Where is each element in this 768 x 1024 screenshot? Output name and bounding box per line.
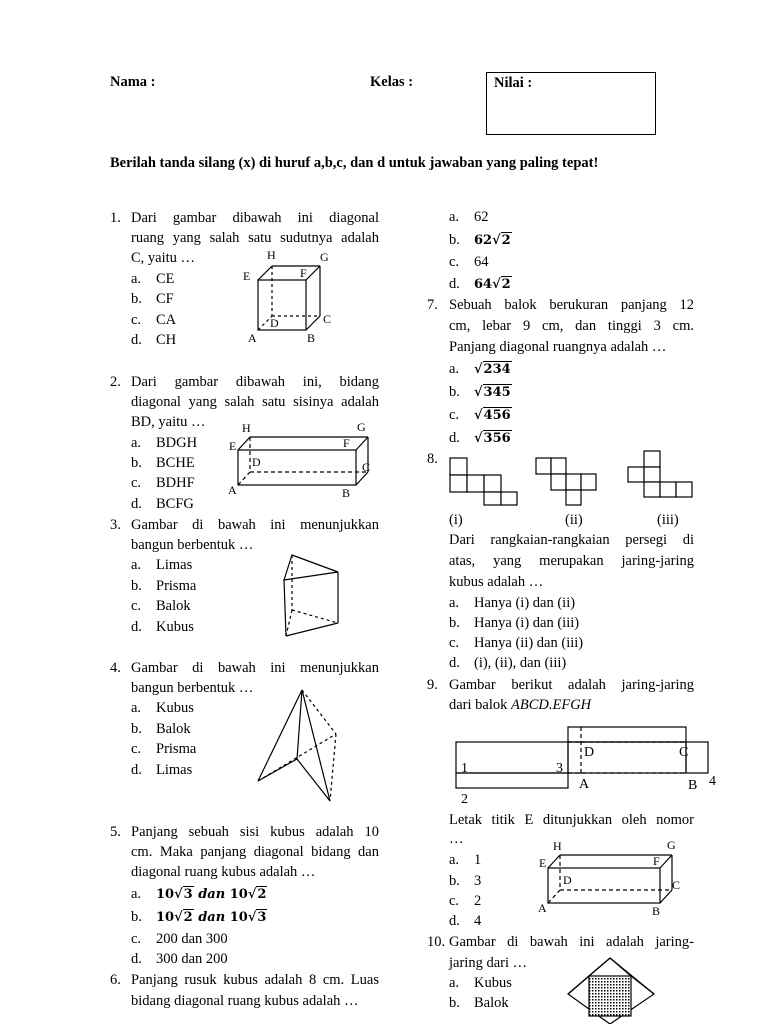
option-d[interactable] <box>131 760 192 780</box>
radicand: 2 <box>257 887 267 902</box>
option-b[interactable]: b. 62√2 <box>449 232 511 248</box>
net-label-2: 2 <box>461 792 468 807</box>
option-b[interactable] <box>131 576 196 596</box>
cuboid-figure <box>226 420 376 500</box>
connector: dan <box>198 910 226 925</box>
question-text: Letak titik E ditunjukkan oleh nomor <box>449 812 694 828</box>
vertex-b: B <box>342 486 351 500</box>
vertex-b: B <box>307 331 316 345</box>
vertex-e: E <box>243 269 251 283</box>
option-text: Prisma <box>156 741 197 757</box>
coefficient: 64 <box>474 277 493 292</box>
vertex-c: C <box>323 312 332 326</box>
option-letter: b. <box>131 909 142 925</box>
option-text: Kubus <box>474 975 512 991</box>
net-label-1: 1 <box>461 761 468 776</box>
option-text: 200 dan 300 <box>156 931 228 947</box>
option-text: 300 dan 200 <box>156 951 228 967</box>
option-d[interactable] <box>131 330 176 350</box>
question-number: 9. <box>427 677 438 693</box>
vertex-c: C <box>362 460 371 474</box>
option-a[interactable] <box>449 207 489 227</box>
option-text: Balok <box>156 721 191 737</box>
vertex-g: G <box>357 420 366 434</box>
question-number: 10. <box>427 934 446 950</box>
question-text: Dari gambar dibawah ini diagonal <box>131 210 379 226</box>
option-text: 62 <box>474 209 489 225</box>
option-c[interactable]: c. √456 <box>449 407 511 423</box>
option-letter: a. <box>449 975 460 991</box>
option-letter: c. <box>131 475 142 491</box>
option-b[interactable] <box>449 613 579 633</box>
vertex-b: B <box>652 904 661 918</box>
option-text: 3 <box>474 873 482 889</box>
option-letter: c. <box>131 312 142 328</box>
pyramid-net-figure <box>562 954 672 1024</box>
option-letter: b. <box>449 384 460 400</box>
option-letter: a. <box>449 209 460 225</box>
vertex-h: H <box>553 839 562 853</box>
net-label-a: A <box>579 777 590 792</box>
vertex-a: A <box>248 331 257 345</box>
option-text: Kubus <box>156 700 194 716</box>
option-c[interactable] <box>449 633 583 653</box>
option-b[interactable] <box>449 871 481 891</box>
question-text: Dari rangkaian-rangkaian persegi di <box>449 532 694 548</box>
option-letter: d. <box>449 430 460 446</box>
option-text: Limas <box>156 762 193 778</box>
cube-figure <box>240 248 340 348</box>
option-a[interactable] <box>131 269 175 289</box>
option-d[interactable]: d. 64√2 <box>449 276 511 292</box>
question-text: Panjang sebuah sisi kubus adalah 10 <box>131 824 379 840</box>
vertex-f: F <box>343 436 350 450</box>
option-letter: a. <box>131 886 142 902</box>
radicand: 2 <box>501 277 511 292</box>
radicand: 456 <box>483 408 511 423</box>
question-text: Panjang diagonal ruangnya adalah … <box>449 339 667 355</box>
question-text: kubus adalah … <box>449 574 544 590</box>
coefficient: 10 <box>229 910 248 925</box>
question-text: diagonal ruang kubus adalah … <box>131 864 316 880</box>
option-letter: b. <box>131 291 142 307</box>
option-text: BCFG <box>156 496 194 512</box>
option-text: BDGH <box>156 435 198 451</box>
option-c[interactable] <box>449 891 481 911</box>
option-letter: a. <box>131 271 142 287</box>
vertex-f: F <box>300 266 307 280</box>
option-letter: d. <box>131 332 142 348</box>
question-text: diagonal yang salah satu sisinya adalah <box>131 394 379 410</box>
option-letter: c. <box>449 254 460 270</box>
vertex-g: G <box>667 838 676 852</box>
option-letter: a. <box>131 557 142 573</box>
option-text: (i), (ii), dan (iii) <box>474 655 567 671</box>
option-letter: b. <box>131 578 142 594</box>
cuboid-figure <box>536 838 686 918</box>
option-letter: b. <box>131 721 142 737</box>
option-c[interactable] <box>131 596 191 616</box>
score-label: Nilai : <box>494 75 533 91</box>
net-caption-iii: (iii) <box>657 512 679 528</box>
radicand: 3 <box>183 887 193 902</box>
question-number: 2. <box>110 374 121 390</box>
vertex-a: A <box>538 901 547 915</box>
radicand: 2 <box>501 233 511 248</box>
option-letter: b. <box>131 455 142 471</box>
question-number: 1. <box>110 210 121 226</box>
option-letter: d. <box>131 762 142 778</box>
option-a[interactable] <box>131 555 192 575</box>
net-caption-ii: (ii) <box>565 512 583 528</box>
vertex-e: E <box>539 856 547 870</box>
question-text: Gambar di bawah ini menunjukkan <box>131 517 379 533</box>
option-letter: d. <box>131 496 142 512</box>
question-text: BD, yaitu … <box>131 414 206 430</box>
question-number: 8. <box>427 451 438 467</box>
option-letter: a. <box>131 435 142 451</box>
class-label: Kelas : <box>370 74 414 90</box>
option-d[interactable]: d. √356 <box>449 430 511 446</box>
question-text: bidang diagonal ruang kubus adalah … <box>131 993 359 1009</box>
option-text: CH <box>156 332 177 348</box>
option-b[interactable]: b. √345 <box>449 384 511 400</box>
option-d[interactable] <box>449 911 481 931</box>
option-letter: a. <box>131 700 142 716</box>
option-c[interactable] <box>449 252 489 272</box>
net-label-d: D <box>584 745 595 760</box>
option-letter: c. <box>449 407 460 423</box>
option-c[interactable] <box>131 473 195 493</box>
vertex-h: H <box>242 421 251 435</box>
cuboid-name: ABCD.EFGH <box>511 697 592 713</box>
question-text: atas, yang merupakan jaring-jaring <box>449 553 694 569</box>
question-text: bangun berbentuk … <box>131 680 254 696</box>
question-text: … <box>449 831 464 847</box>
vertex-h: H <box>267 248 276 262</box>
question-number: 7. <box>427 297 438 313</box>
option-text: 2 <box>474 893 482 909</box>
radicand: 345 <box>483 385 511 400</box>
question-text: bangun berbentuk … <box>131 537 254 553</box>
option-letter: c. <box>449 893 460 909</box>
option-text: Prisma <box>156 578 197 594</box>
coefficient: 10 <box>156 910 175 925</box>
option-text: Balok <box>474 995 509 1011</box>
net-label-b: B <box>688 778 698 793</box>
vertex-d: D <box>252 455 261 469</box>
option-c[interactable] <box>131 929 228 949</box>
question-text: Panjang rusuk kubus adalah 8 cm. Luas <box>131 972 379 988</box>
option-d[interactable] <box>131 617 194 637</box>
question-text: Dari gambar dibawah ini, bidang <box>131 374 379 390</box>
option-letter: c. <box>131 741 142 757</box>
option-letter: b. <box>449 995 460 1011</box>
option-text: CA <box>156 312 177 328</box>
option-a[interactable] <box>449 593 575 613</box>
pyramid-figure <box>254 688 344 808</box>
instruction: Berilah tanda silang (x) di huruf a,b,c, dan d untuk jawaban yang paling tepat! <box>110 155 599 171</box>
question-number: 5. <box>110 824 121 840</box>
vertex-d: D <box>270 316 279 330</box>
option-c[interactable] <box>131 310 176 330</box>
option-b[interactable]: b. 10√2 dan 10√3 <box>131 909 267 925</box>
net-caption-i: (i) <box>449 512 463 528</box>
vertex-g: G <box>320 250 329 264</box>
question-text: ruang yang salah satu sudutnya adalah <box>131 230 379 246</box>
vertex-e: E <box>229 439 237 453</box>
option-a[interactable] <box>131 433 197 453</box>
option-letter: a. <box>449 852 460 868</box>
vertex-f: F <box>653 854 660 868</box>
option-b[interactable] <box>131 289 174 309</box>
option-c[interactable] <box>131 739 196 759</box>
question-text: Gambar di bawah ini menunjukkan <box>131 660 379 676</box>
coefficient: 10 <box>229 887 248 902</box>
option-text: CE <box>156 271 175 287</box>
option-text: Hanya (i) dan (ii) <box>474 595 576 611</box>
question-text: cm. Maka panjang diagonal bidang dan <box>131 844 379 860</box>
option-text: BCHE <box>156 455 195 471</box>
option-a[interactable]: a. 10√3 dan 10√2 <box>131 886 267 902</box>
question-text: Sebuah balok berukuran panjang 12 <box>449 297 694 313</box>
radicand: 234 <box>483 362 511 377</box>
option-letter: d. <box>449 655 460 671</box>
score-box[interactable] <box>486 72 656 135</box>
coefficient: 62 <box>474 233 493 248</box>
option-text: Limas <box>156 557 193 573</box>
option-text: CF <box>156 291 174 307</box>
option-letter: c. <box>131 598 142 614</box>
prism-figure <box>278 550 368 640</box>
question-text: C, yaitu … <box>131 250 196 266</box>
option-b[interactable] <box>131 453 195 473</box>
question-number: 3. <box>110 517 121 533</box>
option-letter: d. <box>131 951 142 967</box>
option-letter: a. <box>449 361 460 377</box>
option-text: BDHF <box>156 475 195 491</box>
option-letter: a. <box>449 595 460 611</box>
question-number: 4. <box>110 660 121 676</box>
option-d[interactable] <box>131 949 228 969</box>
question-text: Gambar di bawah ini adalah jaring- <box>449 934 694 950</box>
option-letter: b. <box>449 232 460 248</box>
vertex-a: A <box>228 483 237 497</box>
option-b[interactable] <box>449 993 509 1013</box>
option-d[interactable] <box>449 653 566 673</box>
question-text: cm, lebar 9 cm, dan tinggi 3 cm. <box>449 318 694 334</box>
option-letter: d. <box>131 619 142 635</box>
option-a[interactable] <box>449 850 481 870</box>
coefficient: 10 <box>156 887 175 902</box>
question-text: Gambar berikut adalah jaring-jaring <box>449 677 694 693</box>
option-text: Hanya (ii) dan (iii) <box>474 635 584 651</box>
cuboid-net-figure <box>450 725 730 807</box>
net-label-c: C <box>679 745 689 760</box>
option-text: 64 <box>474 254 489 270</box>
question-text: jaring dari … <box>449 955 528 971</box>
option-a[interactable] <box>131 698 194 718</box>
cube-nets-figure <box>448 450 698 505</box>
option-a[interactable] <box>449 973 512 993</box>
option-letter: b. <box>449 873 460 889</box>
option-letter: c. <box>449 635 460 651</box>
option-text: Balok <box>156 598 191 614</box>
name-label: Nama : <box>110 74 156 90</box>
radicand: 2 <box>183 910 193 925</box>
question-text-prefix: dari balok <box>449 697 512 713</box>
net-label-4: 4 <box>709 774 716 789</box>
option-text: Hanya (i) dan (iii) <box>474 615 580 631</box>
option-letter: b. <box>449 615 460 631</box>
option-text: 4 <box>474 913 482 929</box>
question-number: 6. <box>110 972 121 988</box>
question-text <box>449 695 591 715</box>
net-label-3: 3 <box>556 761 563 776</box>
radicand: 3 <box>257 910 267 925</box>
option-text: 1 <box>474 852 482 868</box>
vertex-c: C <box>672 878 681 892</box>
option-text: Kubus <box>156 619 194 635</box>
connector: dan <box>198 887 226 902</box>
vertex-d: D <box>563 873 572 887</box>
option-letter: d. <box>449 913 460 929</box>
option-letter: c. <box>131 931 142 947</box>
option-d[interactable] <box>131 494 194 514</box>
option-a[interactable]: a. √234 <box>449 361 511 377</box>
option-letter: d. <box>449 276 460 292</box>
radicand: 356 <box>483 431 511 446</box>
option-b[interactable] <box>131 719 191 739</box>
